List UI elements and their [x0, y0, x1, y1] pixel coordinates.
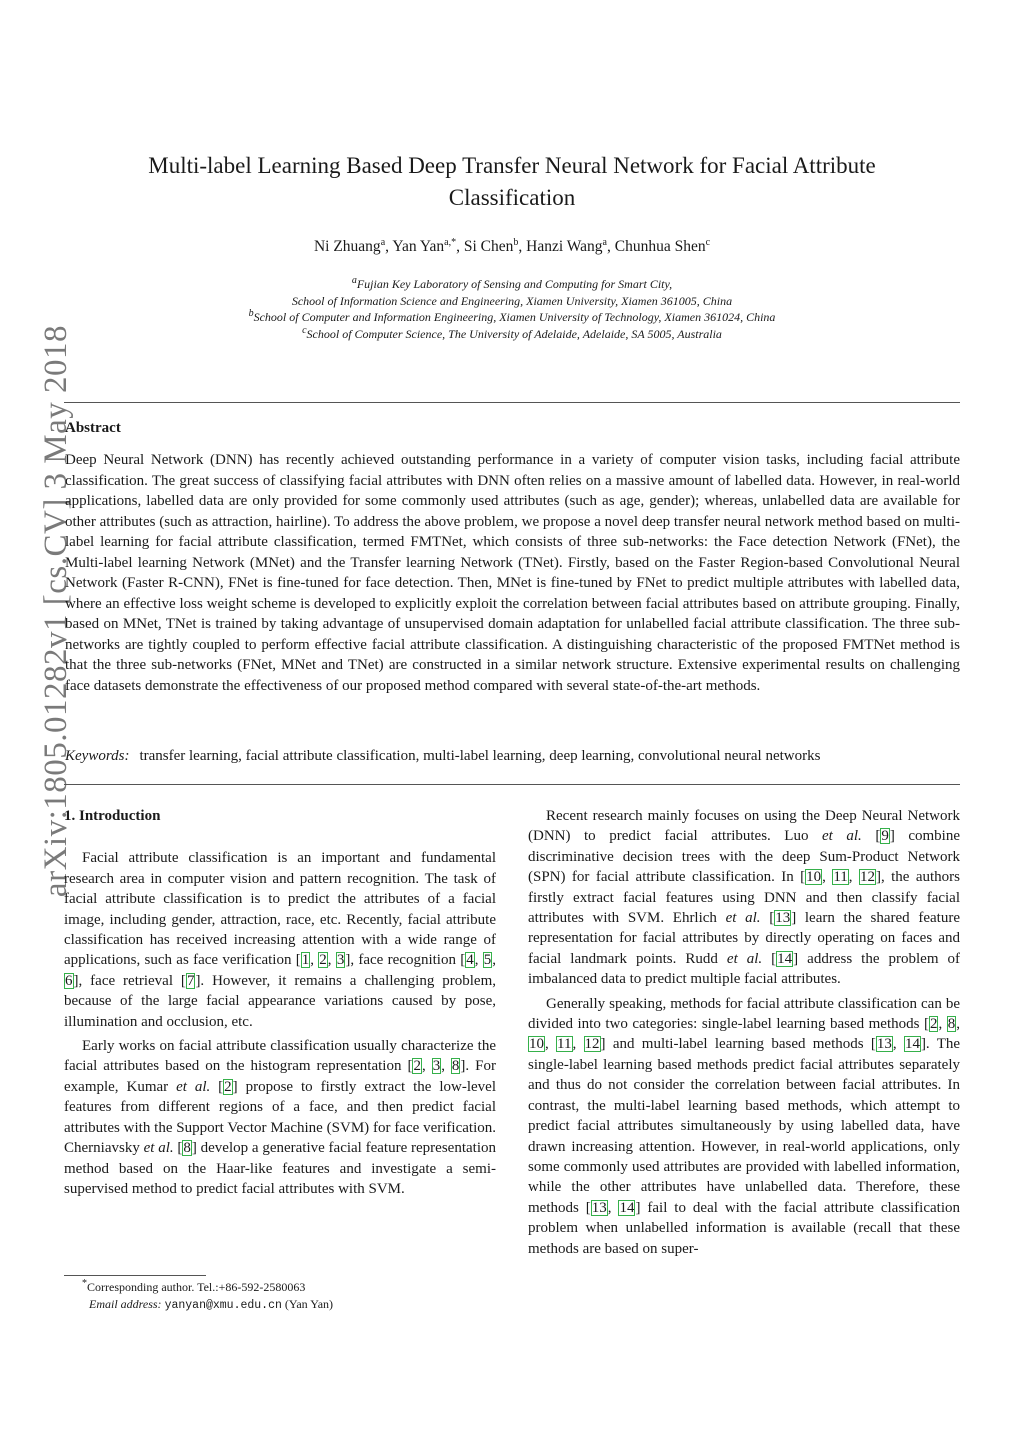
author-affiliation-mark: a	[602, 236, 607, 248]
title-line-2: Classification	[448, 185, 576, 210]
citation-link[interactable]: 14	[777, 950, 793, 967]
right-column-body	[528, 806, 960, 1259]
keywords-text: transfer learning, facial attribute classification, multi-label learning, deep learning, convolutional neural networks	[139, 748, 821, 764]
citation-link[interactable]: 13	[591, 1199, 607, 1216]
footnote	[64, 1279, 496, 1314]
citation-link[interactable]: 13	[775, 910, 791, 927]
right-column	[528, 806, 960, 1263]
top-rule	[64, 402, 960, 403]
affiliation-line: $^a$Fujian Key Laboratory of Sensing and Computing for Smart City,	[351, 275, 673, 291]
footnote-email: Email address: yanyan@xmu.edu.cn (Yan Yan)	[89, 1297, 334, 1312]
citation-link[interactable]: 13	[876, 1036, 892, 1053]
citation-link[interactable]: 3	[432, 1058, 441, 1075]
citation-link[interactable]: 1	[301, 952, 310, 969]
author-name: Chunhua Shen	[614, 238, 706, 255]
citation-link[interactable]: 14	[904, 1036, 920, 1053]
citation-link[interactable]: 2	[224, 1078, 232, 1095]
affiliation-line: $^c$School of Computer Science, The University of Adelaide, Adelaide, SA 5005, Australia	[302, 324, 722, 341]
paragraph: Recent research mainly focuses on using the Deep Neural Network (DNN) to predict facial attributes. Luo et al. [9] combine discriminative decision trees with the deep Sum-Product Network (SPN) for facial attribute classification. In [10, 11, 12], the authors firstly extract facial features using DNN and then classify facial attributes with SVM. Ehrlich et al. [13] learn the shared feature representation for facial attributes by directly operating on faces and facial landmark points. Rudd et al. [14] address the problem of imbalanced data to predict multiple facial attributes.	[528, 808, 961, 988]
author-affiliation-mark: c	[705, 236, 711, 248]
affiliation-line: $^b$School of Computer and Information Engineering, Xiamen University of Technology, Xiamen 361024, China	[248, 308, 776, 324]
paragraph: Early works on facial attribute classification usually characterize the facial attributes based on the histogram representation [2, 3, 8]. For example, Kumar et al. [2] propose to firstly extract the low-level features from different regions of a face, and then predict facial attributes with the Support Vector Machine (SVM) for face verification. Cherniavsky et al. [8] develop a generative facial feature representation method based on the Haar-like features and investigate a semi-supervised method to predict facial attributes with SVM.	[64, 1038, 496, 1197]
citation-link[interactable]: 8	[183, 1140, 191, 1157]
affiliation-line: School of Information Science and Engineering, Xiamen University, Xiamen 361005, China	[291, 293, 733, 308]
author-name: Ni Zhuang	[313, 238, 381, 255]
email-address[interactable]: yanyan@xmu.edu.cn	[164, 1299, 282, 1312]
citation-link[interactable]: 8	[947, 1016, 956, 1033]
citation-link[interactable]: 11	[833, 869, 848, 886]
citation-link[interactable]: 7	[186, 972, 195, 989]
paragraph: Facial attribute classification is an important and fundamental research area in computer vision and pattern recognition. The task of facial attribute classification is to predict the attributes of a facial image, including gender, attraction, race, etc. Recently, facial attribute classification has received increasing attention with a wide range of applications, such as face verification [1, 2, 3], face recognition [4, 5, 6], face retrieval [7]. However, it remains a challenging problem, because of the large facial appearance variations caused by pose, illumination and occlusion, etc.	[64, 850, 497, 1030]
citation-link[interactable]: 12	[859, 869, 875, 886]
left-column-body	[64, 848, 496, 1199]
citation-link[interactable]: 14	[619, 1199, 635, 1216]
author-affiliation-mark: b	[513, 236, 519, 248]
arxiv-stamp: arXiv:1805.01282v1 [cs.CV] 3 May 2018	[37, 324, 74, 898]
title-line-1: Multi-label Learning Based Deep Transfer Neural Network for Facial Attribute	[148, 153, 876, 178]
abstract-bottom-rule	[64, 784, 960, 785]
citation-link[interactable]: 3	[336, 952, 345, 969]
citation-link[interactable]: 12	[584, 1036, 600, 1053]
footnote-rule	[64, 1275, 206, 1276]
author-affiliation-mark: a	[380, 236, 386, 248]
citation-link[interactable]: 11	[557, 1036, 572, 1053]
citation-link[interactable]: 4	[466, 952, 474, 969]
paper-title	[100, 150, 924, 214]
citation-link[interactable]: 2	[929, 1016, 938, 1033]
footnote-corresponding: *Corresponding author. Tel.:+86-592-2580063	[82, 1278, 306, 1294]
citation-link[interactable]: 5	[483, 952, 492, 969]
author-affiliation-mark: a,*	[444, 236, 457, 248]
abstract-heading: Abstract	[65, 420, 121, 436]
paragraph: Generally speaking, methods for facial attribute classification can be divided into two categories: single-label learning based methods [2, 8, 10, 11, 12] and multi-label learning based methods [13, 14]. The single-label learning based methods predict facial attributes separately and thus do not consider the correlation between facial attributes. In contrast, the multi-label learning based methods, which attempt to predict facial attributes simultaneously by using labelled data, have drawn increasing attention. However, in real-world applications, only some commonly used attributes are provided with labelled information, while the other attributes have unlabelled data. Therefore, these methods [13, 14] fail to deal with the facial attribute classification problem when unlabelled information is available (recall that these methods are based on super-	[528, 995, 961, 1257]
citation-link[interactable]: 2	[413, 1058, 421, 1075]
citation-link[interactable]: 8	[451, 1058, 460, 1075]
author-name: Si Chen	[463, 238, 514, 255]
left-column	[64, 806, 496, 1203]
keywords	[65, 746, 960, 766]
citation-link[interactable]: 2	[319, 952, 327, 969]
citation-link[interactable]: 10	[806, 869, 822, 886]
citation-link[interactable]: 9	[881, 828, 889, 845]
abstract-body: Deep Neural Network (DNN) has recently achieved outstanding performance in a variety of computer vision tasks, including facial attribute classification. The great success of classifying facial attributes with DNN often relies on a massive amount of labelled data. However, in real-world applications, labelled data are only provided for some commonly used attributes (such as age, gender); whereas, unlabelled data are available for other attributes (such as attraction, hairline). To address the above problem, we propose a novel deep transfer neural network method based on multi-label learning for facial attribute classification, termed FMTNet, which consists of three sub-networks: the Face detection Network (FNet), the Multi-label learning Network (MNet) and the Transfer learning Network (TNet). Firstly, based on the Faster Region-based Convolutional Neural Network (Faster R-CNN), FNet is fine-tuned for face detection. Then, MNet is fine-tuned by FNet to predict multiple attributes with labelled data, where an effective loss weight scheme is developed to explicitly exploit the correlation between facial attributes based on attribute grouping. Finally, based on MNet, TNet is trained by taking advantage of unsupervised domain adaptation for unlabelled facial attribute classification. The three sub-networks are tightly coupled to perform effective facial attribute classification. A distinguishing characteristic of the proposed FMTNet method is that the three sub-networks (FNet, MNet and TNet) are constructed in a similar network structure. Extensive experimental results on challenging face datasets demonstrate the effectiveness of our proposed method compared with several state-of-the-art methods.	[65, 452, 960, 695]
keywords-label: Keywords:	[65, 748, 130, 764]
author-list: Ni Zhuang$^a$, Yan Yan$^{a,*}$, Si Chen$^b$, Hanzi Wang$^a$, Chunhua Shen$^c$	[313, 236, 711, 255]
section-heading-introduction: 1. Introduction	[64, 808, 161, 824]
author-name: Hanzi Wang	[526, 238, 603, 255]
affiliations	[100, 276, 924, 342]
citation-link[interactable]: 10	[529, 1036, 544, 1053]
author-name: Yan Yan	[392, 238, 445, 255]
citation-link[interactable]: 6	[65, 972, 73, 989]
